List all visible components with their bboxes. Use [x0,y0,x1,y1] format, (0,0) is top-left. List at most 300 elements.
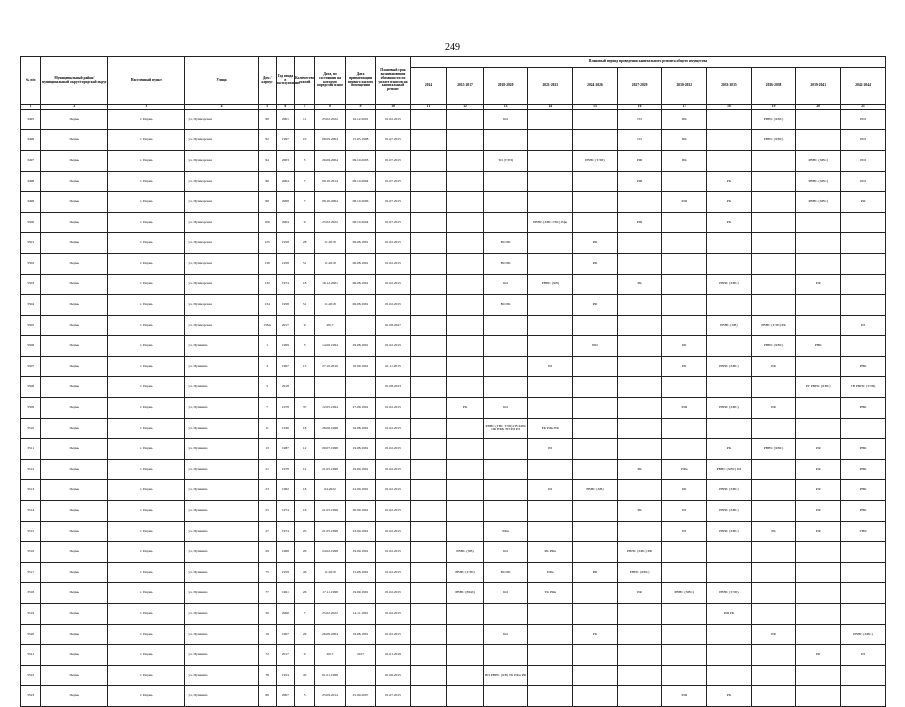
floors-cell: 51 [295,253,315,274]
period-cell [410,542,447,563]
date-state-cell: 21.05.1998 [315,459,345,480]
column-number: 8 [315,105,345,110]
period-cell [662,253,707,274]
floors-cell: 7 [295,171,315,192]
period-cell [662,171,707,192]
period-cell [528,253,573,274]
period-cell [528,604,573,625]
period-cell [573,274,618,295]
period-cell [662,295,707,316]
year-cell: 2018 [276,377,294,398]
period-cell [841,212,886,233]
settlement-cell: г. Пермь [108,253,185,274]
period-cell [617,295,662,316]
settlement-cell: г. Пермь [108,521,185,542]
header-period-group: Плановый период проведения капитального ремонта общего имущества [410,57,885,68]
period-cell [662,542,707,563]
period-cell [796,604,841,625]
street-cell: ул. Пушкарская [185,150,258,171]
period-cell: ВП РВНС (ХВ) ТК РФн РФ [483,665,528,686]
street-cell: ул. Пушкарская [185,130,258,151]
table-row [21,192,886,213]
period-cell [447,480,484,501]
municipality-cell: Пермь [41,130,108,151]
row-index: 3517 [21,562,41,583]
date-privatization-cell: 09.10.2003 [345,150,375,171]
floors-cell: 20 [295,542,315,563]
period-cell: КО [483,624,528,645]
period-cell: РФн [662,459,707,480]
period-cell [447,624,484,645]
street-cell: ул. Пушкина [185,562,258,583]
period-cell: ПК [662,130,707,151]
row-index: 3508 [21,377,41,398]
floors-cell: 0 [295,645,315,666]
period-cell: РЛ [662,501,707,522]
period-cell: РФ [573,295,618,316]
row-index: 3497 [21,150,41,171]
period-cell [483,604,528,625]
period-cell: ТК РФн [528,583,573,604]
period-cell [796,109,841,130]
period-cell [573,665,618,686]
street-cell: ул. Пушкина [185,377,258,398]
period-cell: РЛ [528,480,573,501]
period-cell [410,583,447,604]
period-cell [483,356,528,377]
period-cell [483,315,528,336]
period-cell [796,542,841,563]
period-cell [410,562,447,583]
period-cell: РШ [662,398,707,419]
period-cell [483,212,528,233]
period-cell [796,212,841,233]
period-cell: РНК [841,459,886,480]
period-cell: РЛ [528,439,573,460]
table-row [21,109,886,130]
street-cell: ул. Пушкина [185,439,258,460]
period-cell: РГ РВНС (ХВС) [796,377,841,398]
row-index: 3523 [21,686,41,707]
period-cell: РШ РК [707,604,752,625]
column-number: 16 [617,105,662,110]
year-cell: 2007 [276,686,294,707]
period-cell [662,377,707,398]
municipality-cell: Пермь [41,274,108,295]
table-row [21,171,886,192]
date-state-cell: 21.05.1998 [315,501,345,522]
municipality-cell: Пермь [41,109,108,130]
period-cell [751,542,796,563]
period-cell: РФ [751,624,796,645]
street-cell: ул. Пушкина [185,418,258,439]
period-cell: РВНС (ХВС ГВС) Рфн [528,212,573,233]
period-cell [410,521,447,542]
deadline-cell: 01.02.2015 [376,480,411,501]
period-cell: КО [483,542,528,563]
settlement-cell: г. Пермь [108,562,185,583]
table-row [21,295,886,316]
row-index: 3500 [21,212,41,233]
street-cell: ул. Пушкарская [185,315,258,336]
table-row [21,274,886,295]
period-cell: РВНС (ХВС) [796,150,841,171]
year-cell: 1978 [276,398,294,419]
deadline-cell: 01.01.2018 [376,645,411,666]
settlement-cell: г. Пермь [108,645,185,666]
year-cell: 1967 [276,624,294,645]
table-row [21,315,886,336]
year-cell: 2017 [276,315,294,336]
period-cell [528,315,573,336]
period-cell [573,192,618,213]
deadline-cell: 01.07.2015 [376,686,411,707]
year-cell: 2017 [276,645,294,666]
table-row [21,624,886,645]
municipality-cell: Пермь [41,501,108,522]
period-cell: РВНС (ХВС) [662,583,707,604]
row-index: 3502 [21,253,41,274]
period-cell: ВО РК [483,233,528,254]
period-cell: РШ [573,336,618,357]
street-cell: ул. Пушкарская [185,274,258,295]
period-cell [447,501,484,522]
table-row [21,439,886,460]
period-cell [751,665,796,686]
period-cell: ВО РК [483,253,528,274]
municipality-cell: Пермь [41,480,108,501]
period-cell [528,109,573,130]
period-cell [573,130,618,151]
date-state-cell: 18.12.2001 [315,274,345,295]
period-cell [751,562,796,583]
period-cell [617,665,662,686]
column-number: 14 [528,105,573,110]
period-cell [707,253,752,274]
period-cell: ВО РК [483,562,528,583]
date-privatization-cell: 29.08.1991 [345,336,375,357]
period-cell [841,542,886,563]
street-cell: ул. Пушкарская [185,295,258,316]
period-cell [796,295,841,316]
header-period: 2039-2041 [796,68,841,105]
period-cell: РШ [617,150,662,171]
deadline-cell: 01.02.2015 [376,604,411,625]
period-cell [528,521,573,542]
period-cell: РВНС (ТЭП) [573,150,618,171]
street-cell: ул. Пушкина [185,501,258,522]
municipality-cell: Пермь [41,521,108,542]
date-state-cell: 11.2018 [315,253,345,274]
settlement-cell: г. Пермь [108,192,185,213]
period-cell [410,439,447,460]
period-cell [410,130,447,151]
municipality-cell: Пермь [41,542,108,563]
period-cell [617,336,662,357]
period-cell: РВНС (ХВС) [841,624,886,645]
period-cell [483,171,528,192]
period-cell: РЛ [528,356,573,377]
period-cell [573,439,618,460]
floors-cell: 12 [295,439,315,460]
floors-cell: 7 [295,604,315,625]
table-row [21,480,886,501]
row-index: 3511 [21,439,41,460]
deadline-cell: 01.02.2015 [376,624,411,645]
period-cell: КО [483,109,528,130]
period-cell: РВНС (ВОД) [447,583,484,604]
table-body [21,109,886,706]
period-cell [528,624,573,645]
table-row [21,501,886,522]
date-privatization-cell: 20.09.1991 [345,501,375,522]
period-cell [573,109,618,130]
column-number: 4 [185,105,258,110]
header-period: 2033-2035 [707,68,752,105]
period-cell [573,686,618,707]
row-index: 3495 [21,109,41,130]
period-cell: РК РФн РФ [528,418,573,439]
municipality-cell: Пермь [41,315,108,336]
house-cell: 21 [258,459,276,480]
period-cell [841,233,886,254]
date-privatization-cell: 10.09.1991 [345,356,375,377]
row-index: 3509 [21,398,41,419]
row-index: 3503 [21,274,41,295]
period-cell [528,171,573,192]
period-cell [662,665,707,686]
period-cell [707,336,752,357]
row-index: 3512 [21,459,41,480]
house-cell: 130 [258,253,276,274]
period-cell: РВНС (ХВ) [707,315,752,336]
date-state-cell: 26.08.2004 [315,624,345,645]
period-cell [447,253,484,274]
period-cell [751,501,796,522]
municipality-cell: Пермь [41,212,108,233]
date-state-cell: 21.05.1998 [315,521,345,542]
period-cell [573,418,618,439]
period-cell [751,480,796,501]
floors-cell: 15 [295,356,315,377]
date-privatization-cell: 06.08.1991 [345,274,375,295]
period-cell [447,604,484,625]
period-cell: РК [662,480,707,501]
floors-cell: 9 [295,212,315,233]
settlement-cell: г. Пермь [108,624,185,645]
period-cell: РФ [573,253,618,274]
date-privatization-cell [345,315,375,336]
municipality-cell: Пермь [41,171,108,192]
period-cell: РФ [796,480,841,501]
period-cell: РК [447,398,484,419]
period-cell [707,542,752,563]
period-cell [447,274,484,295]
period-cell [841,665,886,686]
table-row [21,459,886,480]
period-cell [707,233,752,254]
street-cell: ул. Пушкина [185,665,258,686]
house-cell: 72 [258,645,276,666]
deadline-cell: 01.02.2015 [376,459,411,480]
period-cell: РВНС (ТЭП) РК [751,315,796,336]
period-cell: РШ [662,686,707,707]
period-cell [573,604,618,625]
house-cell: 132 [258,274,276,295]
table-row [21,130,886,151]
year-cell: 2006 [276,604,294,625]
period-cell [751,377,796,398]
deadline-cell: 01.02.2015 [376,562,411,583]
date-state-cell: 17.11.1998 [315,583,345,604]
period-cell [751,150,796,171]
period-cell [410,295,447,316]
municipality-cell: Пермь [41,398,108,419]
period-cell [483,377,528,398]
period-cell: РК [707,212,752,233]
period-cell [617,315,662,336]
period-cell: РФн [528,562,573,583]
period-cell [528,233,573,254]
row-index: 3499 [21,192,41,213]
table-row [21,542,886,563]
date-state-cell: 27.10.2010 [315,356,345,377]
deadline-cell: 01.07.2015 [376,212,411,233]
floors-cell: 11 [295,109,315,130]
period-cell: РНК [841,501,886,522]
period-cell: РВНС (ХВС) [707,521,752,542]
period-cell: РФ [573,233,618,254]
period-cell [528,192,573,213]
header-period: 2036-2038 [751,68,796,105]
period-cell [751,171,796,192]
period-cell [707,295,752,316]
street-cell: ул. Пушкина [185,542,258,563]
period-cell [617,233,662,254]
period-cell: РВНС (ХВС) [796,171,841,192]
year-cell: 2008 [276,192,294,213]
period-cell [447,171,484,192]
period-cell [617,418,662,439]
settlement-cell: г. Пермь [108,604,185,625]
table-row [21,604,886,625]
period-cell [796,233,841,254]
period-cell: РФ [796,501,841,522]
period-cell [410,624,447,645]
settlement-cell: г. Пермь [108,398,185,419]
period-cell [617,645,662,666]
period-cell [528,377,573,398]
period-cell: РНК [841,356,886,377]
table-row [21,521,886,542]
header-date-state: Дата, по состоянию на которую определен износ [315,57,345,105]
year-cell: 1967 [276,356,294,377]
period-cell [410,336,447,357]
period-cell [573,542,618,563]
period-cell [447,233,484,254]
period-cell: ГО [617,130,662,151]
floors-cell: 28 [295,233,315,254]
period-cell [483,459,528,480]
date-privatization-cell [345,665,375,686]
period-cell: РК [796,645,841,666]
header-period: 2018-2020 [483,68,528,105]
period-cell [528,130,573,151]
date-privatization-cell: 09.08.1991 [345,233,375,254]
period-cell [410,645,447,666]
period-cell [617,480,662,501]
period-cell [796,583,841,604]
floors-cell: 25 [295,521,315,542]
period-cell [410,274,447,295]
house-cell: 1 [258,336,276,357]
column-number: 7 [295,105,315,110]
date-privatization-cell: 15.03.1998 [345,130,375,151]
table-row [21,562,886,583]
settlement-cell: г. Пермь [108,459,185,480]
table-row [21,150,886,171]
period-cell [410,315,447,336]
date-state-cell: 08.10.2004 [315,192,345,213]
deadline-cell: 01.06.2015 [376,665,411,686]
period-cell [662,315,707,336]
period-cell [447,686,484,707]
period-cell: РВНС (ХВС) РФ [617,542,662,563]
period-cell: РК [662,356,707,377]
period-cell: РФ [617,583,662,604]
header-period: 2015-2017 [447,68,484,105]
period-cell: РШ [617,171,662,192]
street-cell: ул. Пушкина [185,336,258,357]
period-cell: РВНС (ХВ) [528,274,573,295]
period-cell [528,398,573,419]
column-number: 3 [108,105,185,110]
period-cell [447,150,484,171]
row-index: 3514 [21,501,41,522]
date-privatization-cell: 19.08.1991 [345,624,375,645]
deadline-cell: 01.07.2015 [376,150,411,171]
period-cell [447,336,484,357]
settlement-cell: г. Пермь [108,233,185,254]
column-number: 17 [662,105,707,110]
header-period: 2024-2026 [573,68,618,105]
period-cell: РВНС (ХВ) [573,480,618,501]
period-cell: РВНС (ХВС) [617,562,662,583]
period-cell [447,356,484,377]
period-cell [447,521,484,542]
row-index: 3521 [21,645,41,666]
column-number: 2 [41,105,108,110]
settlement-cell: г. Пермь [108,171,185,192]
row-index: 3520 [21,624,41,645]
row-index: 3518 [21,583,41,604]
year-cell: 2003 [276,150,294,171]
period-cell: КО [483,274,528,295]
municipality-cell: Пермь [41,356,108,377]
period-cell [796,562,841,583]
period-cell [617,624,662,645]
period-cell [410,459,447,480]
header-period: 2030-2032 [662,68,707,105]
header-period: 2021-2023 [528,68,573,105]
deadline-cell: 01.02.2015 [376,274,411,295]
period-cell [662,212,707,233]
period-cell [410,480,447,501]
street-cell: ул. Пушкина [185,356,258,377]
deadline-cell: 01.07.2015 [376,171,411,192]
period-cell [447,295,484,316]
year-cell: 1954 [276,665,294,686]
